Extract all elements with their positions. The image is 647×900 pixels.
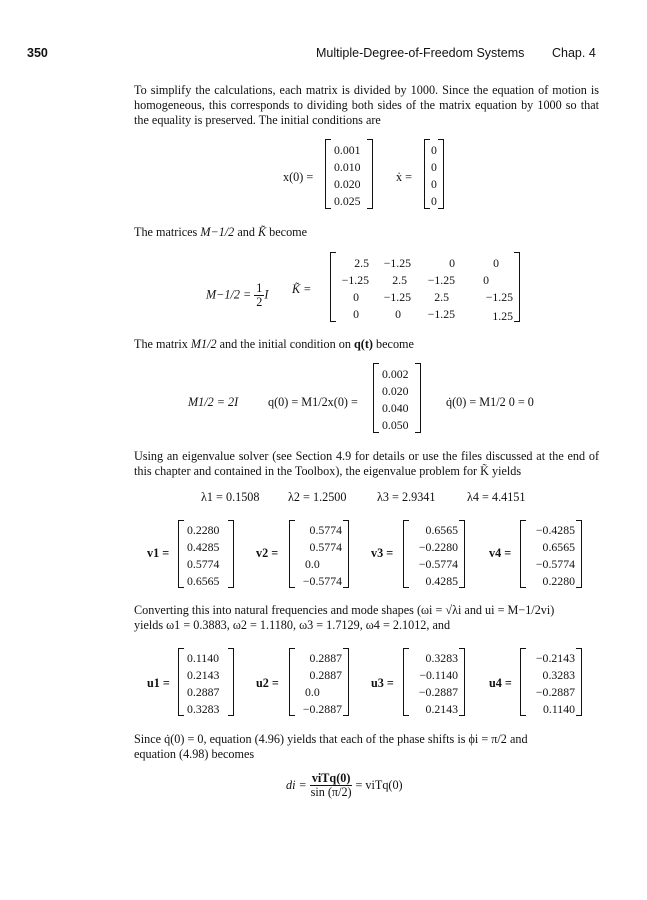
vector-entry: 0.4285	[187, 540, 220, 554]
vector-entry: 0	[431, 177, 437, 191]
vector-entry: −0.2280	[418, 540, 458, 554]
vector-entry: −0.2143	[535, 651, 575, 665]
u3-label: u3 =	[371, 676, 394, 690]
vector-entry: −0.5774	[535, 557, 575, 571]
matrix-entry: 0	[353, 307, 359, 321]
paragraph-frequencies-line2: yields ω1 = 0.3883, ω2 = 1.1180, ω3 = 1.7129, ω4 = 2.1012, and	[134, 618, 451, 632]
math-symbol: M−1/2 =	[206, 287, 252, 302]
vector-entry: −0.2887	[302, 702, 342, 716]
paragraph-phase-line2: equation (4.98) becomes	[134, 747, 255, 761]
paragraph-mhalf	[134, 337, 414, 352]
text-fragment: become	[266, 225, 308, 239]
vector-entry: 0.2887	[187, 685, 220, 699]
matrix-entry: 1.25	[492, 309, 513, 323]
paragraph-intro: To simplify the calculations, each matrix is divided by 1000. Since the equation of motion is homogeneous, this corresponds to dividing both sides of the matrix equation by 1000 so that the equality is preserved. The initial conditions are	[134, 83, 599, 127]
vector-entry: −0.2887	[418, 685, 458, 699]
vector-entry: 0.1140	[187, 651, 220, 665]
vector-entry: 0.4285	[425, 574, 458, 588]
vector-entry: 0.3283	[542, 668, 575, 682]
vector-entry: 0	[431, 143, 437, 157]
matrix-entry: −1.25	[383, 256, 411, 270]
math-symbol: K̃	[257, 225, 267, 239]
matrix-entry: −1.25	[341, 273, 369, 287]
v1-label: v1 =	[147, 546, 170, 560]
paragraph-frequencies-line1: Converting this into natural frequencies and mode shapes (ωi = √λi and ui = M−1/2vi)	[134, 603, 555, 617]
v1-vector	[178, 520, 234, 588]
u4-vector	[520, 648, 582, 716]
vector-entry: 0.002	[382, 367, 409, 381]
vector-entry: 0.010	[334, 160, 361, 174]
math-symbol: M−1/2	[200, 225, 235, 239]
matrix-entry: 0	[353, 290, 359, 304]
xdot-vector	[424, 139, 444, 209]
matrix-entry: −1.25	[427, 307, 455, 321]
matrix-entry: 2.5	[392, 273, 407, 287]
page-number: 350	[27, 46, 48, 60]
vector-entry: 0.3283	[425, 651, 458, 665]
math-symbol: M1/2	[190, 337, 217, 351]
text-fragment: The matrix	[134, 337, 191, 351]
mhalf-eq: M1/2 = 2I	[188, 395, 239, 409]
v4-vector	[520, 520, 582, 588]
paragraph-phase-line1: Since q̇(0) = 0, equation (4.96) yields that each of the phase shifts is ϕi = π/2 and	[134, 732, 528, 746]
vector-entry: 0.001	[334, 143, 361, 157]
matrix-entry: 2.5	[354, 256, 369, 270]
x0-vector	[325, 139, 373, 209]
vector-entry: 0	[431, 160, 437, 174]
v2-vector	[289, 520, 349, 588]
vector-entry: 0.5774	[309, 523, 342, 537]
text-fragment: and	[234, 225, 258, 239]
ktilde-label: K̃ =	[292, 282, 312, 296]
di-equation	[286, 772, 403, 799]
fraction-numerator: 1	[256, 281, 263, 295]
fraction-denominator: 2	[256, 295, 263, 309]
vector-entry: 0.2143	[187, 668, 220, 682]
vector-entry: 0.1140	[542, 702, 575, 716]
u2-label: u2 =	[256, 676, 279, 690]
eigenvalue-3: λ3 = 2.9341	[377, 490, 436, 504]
matrix-entry: −1.25	[485, 290, 513, 304]
vector-entry: 0.2280	[187, 523, 220, 537]
matrix-entry: 2.5	[434, 290, 449, 304]
q0-label: q(0) = M1/2x(0) =	[268, 395, 358, 409]
text-fragment: become	[373, 337, 414, 351]
vector-entry: 0.5774	[187, 557, 220, 571]
vector-entry: 0.2280	[542, 574, 575, 588]
matrix-entry: 0	[493, 256, 499, 270]
vector-entry: −0.4285	[535, 523, 575, 537]
vector-entry: 0.6565	[187, 574, 220, 588]
v2-label: v2 =	[256, 546, 279, 560]
fraction-numerator: viTq(0)	[311, 771, 351, 785]
chapter-label: Chap. 4	[552, 46, 596, 60]
vector-entry: 0.020	[382, 384, 409, 398]
vector-entry: 0.040	[382, 401, 409, 415]
paragraph-eigen: Using an eigenvalue solver (see Section 4.9 for details or use the files discussed at the end of this chapter and contained in the Toolbox), the eigenvalue problem for K̃ yields	[134, 449, 599, 478]
vector-entry: 0.5774	[309, 540, 342, 554]
u3-vector	[403, 648, 465, 716]
text-fragment: and the initial condition on	[216, 337, 355, 351]
xdot-label: ẋ =	[396, 170, 413, 184]
u1-vector	[178, 648, 234, 716]
running-title: Multiple-Degree-of-Freedom Systems	[316, 46, 525, 60]
q0-vector	[373, 363, 421, 433]
qdot0-eq: q̇(0) = M1/2 0 = 0	[446, 395, 534, 409]
identity-symbol: I	[264, 287, 269, 302]
matrix-entry: −1.25	[383, 290, 411, 304]
v4-label: v4 =	[489, 546, 512, 560]
math-symbol: di =	[286, 778, 307, 792]
vector-entry: 0.020	[334, 177, 361, 191]
paragraph-matrices	[134, 225, 307, 240]
vector-entry: −0.1140	[419, 668, 458, 682]
vector-entry: −0.2887	[535, 685, 575, 699]
vector-entry: 0.0	[305, 685, 320, 699]
u2-vector	[289, 648, 349, 716]
vector-entry: 0	[431, 194, 437, 208]
vector-entry: 0.3283	[187, 702, 220, 716]
eigenvalue-4: λ4 = 4.4151	[467, 490, 526, 504]
vector-entry: 0.6565	[542, 540, 575, 554]
eigenvalue-1: λ1 = 0.1508	[201, 490, 260, 504]
vector-entry: −0.5774	[302, 574, 342, 588]
matrix-entry: 0	[395, 307, 401, 321]
fraction-half	[254, 282, 264, 309]
matrix-entry: −1.25	[427, 273, 455, 287]
v3-vector	[403, 520, 465, 588]
vector-entry: 0.050	[382, 418, 409, 432]
text-fragment: The matrices	[134, 225, 201, 239]
vector-entry: 0.2143	[425, 702, 458, 716]
eigenvalue-2: λ2 = 1.2500	[288, 490, 347, 504]
di-fraction	[310, 772, 353, 799]
v3-label: v3 =	[371, 546, 394, 560]
vector-entry: 0.0	[305, 557, 320, 571]
vector-entry: 0.025	[334, 194, 361, 208]
minvhalf-eq	[206, 282, 268, 309]
x0-label: x(0) =	[283, 170, 314, 184]
matrix-entry: 0	[449, 256, 455, 270]
vector-entry: 0.2887	[309, 651, 342, 665]
vector-entry: 0.6565	[425, 523, 458, 537]
u1-label: u1 =	[147, 676, 170, 690]
fraction-denominator: sin (π/2)	[310, 785, 352, 799]
ktilde-matrix	[330, 252, 520, 322]
math-symbol: = viTq(0)	[355, 778, 403, 792]
u4-label: u4 =	[489, 676, 512, 690]
vector-entry: 0.2887	[309, 668, 342, 682]
math-symbol: q(t)	[354, 337, 373, 351]
matrix-entry: 0	[483, 273, 489, 287]
vector-entry: −0.5774	[418, 557, 458, 571]
